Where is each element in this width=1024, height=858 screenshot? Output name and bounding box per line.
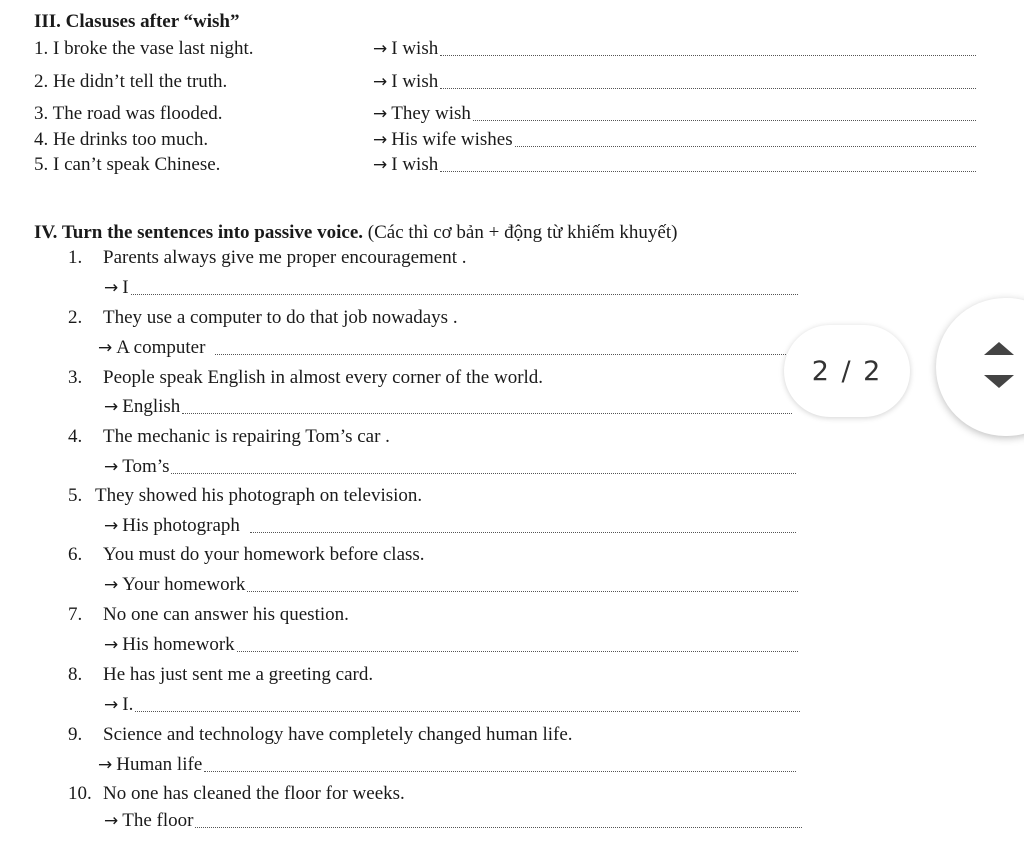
s4-item-5-question: [68, 485, 422, 507]
s3-item-text: I can’t speak Chinese.: [53, 154, 221, 175]
s4-item-number: 9.: [68, 724, 83, 745]
s3-item-text: He drinks too much.: [53, 129, 209, 150]
s3-item-1-question: [34, 38, 254, 60]
s3-item-number: 5.: [34, 154, 49, 175]
answer-blank[interactable]: [131, 294, 798, 295]
answer-start: The floor: [122, 810, 194, 831]
answer-blank[interactable]: [182, 413, 792, 414]
s4-item-3-answer[interactable]: [104, 396, 792, 418]
s4-item-number: 10.: [68, 783, 92, 804]
arrow-icon: →: [104, 278, 119, 298]
page-indicator: [784, 325, 910, 417]
s3-item-text: He didn’t tell the truth.: [53, 71, 228, 92]
s4-item-text: Parents always give me proper encouragement .: [103, 247, 467, 268]
section-4-title: [34, 222, 677, 244]
s3-item-3-question: [34, 103, 223, 125]
answer-start: I wish: [391, 154, 439, 175]
s4-item-number: 8.: [68, 664, 83, 685]
s3-item-text: I broke the vase last night.: [53, 38, 254, 59]
s3-item-number: 4.: [34, 129, 49, 150]
s3-item-number: 1.: [34, 38, 49, 59]
answer-blank[interactable]: [237, 651, 798, 652]
answer-start: English: [122, 396, 181, 417]
answer-start: I.: [122, 694, 134, 715]
answer-start: Human life: [116, 754, 203, 775]
answer-start: His photograph: [122, 515, 240, 536]
s3-item-3-answer[interactable]: [373, 103, 976, 125]
s4-item-text: They showed his photograph on television.: [95, 485, 423, 506]
arrow-icon: →: [104, 575, 119, 595]
s3-item-text: The road was flooded.: [52, 103, 223, 124]
arrow-icon: →: [373, 130, 388, 150]
s4-item-7-question: [68, 604, 349, 626]
s4-item-2-question: [68, 307, 458, 329]
answer-start: Your homework: [122, 574, 246, 595]
s4-item-7-answer[interactable]: [104, 634, 798, 656]
answer-blank[interactable]: [215, 354, 786, 355]
s4-item-text: The mechanic is repairing Tom’s car .: [103, 426, 390, 447]
s4-item-text: No one can answer his question.: [103, 604, 349, 625]
s4-item-9-question: [68, 724, 573, 746]
s4-item-2-answer[interactable]: [98, 337, 786, 359]
section-3-title-text: III. Clasuses after “wish”: [34, 11, 240, 32]
answer-start: His homework: [122, 634, 235, 655]
s4-item-number: 3.: [68, 367, 83, 388]
answer-start: I: [122, 277, 129, 298]
s3-item-2-question: [34, 71, 227, 93]
s4-item-6-answer[interactable]: [104, 574, 798, 596]
arrow-icon: →: [373, 104, 388, 124]
s4-item-text: He has just sent me a greeting card.: [103, 664, 374, 685]
s4-item-number: 4.: [68, 426, 83, 447]
section-4-title-note: (Các thì cơ bản + động từ khiếm khuyết): [367, 222, 678, 243]
s4-item-1-answer[interactable]: [104, 277, 798, 299]
answer-blank[interactable]: [171, 473, 796, 474]
s4-item-8-answer[interactable]: [104, 694, 800, 716]
answer-blank[interactable]: [247, 591, 798, 592]
s4-item-1-question: [68, 247, 467, 269]
s4-item-9-answer[interactable]: [98, 754, 796, 776]
s3-item-2-answer[interactable]: [373, 71, 976, 93]
arrow-icon: →: [373, 39, 388, 59]
s4-item-4-answer[interactable]: [104, 456, 796, 478]
s4-item-10-answer[interactable]: [104, 810, 802, 832]
arrow-icon: →: [98, 338, 113, 358]
answer-blank[interactable]: [250, 532, 796, 533]
arrow-icon: →: [98, 755, 113, 775]
s4-item-5-answer[interactable]: [104, 515, 796, 537]
arrow-icon: →: [104, 457, 119, 477]
s4-item-number: 1.: [68, 247, 83, 268]
section-4-title-text: IV. Turn the sentences into passive voice.: [34, 222, 364, 243]
s4-item-text: They use a computer to do that job nowadays .: [103, 307, 458, 328]
answer-blank[interactable]: [515, 146, 976, 147]
s4-item-text: Science and technology have completely changed human life.: [103, 724, 573, 745]
arrow-icon: →: [104, 516, 119, 536]
s4-item-10-question: [68, 783, 405, 805]
arrow-icon: →: [104, 811, 119, 831]
s4-item-8-question: [68, 664, 373, 686]
s4-item-number: 2.: [68, 307, 83, 328]
s4-item-text: People speak English in almost every corner of the world.: [103, 367, 544, 388]
arrow-icon: →: [104, 397, 119, 417]
s3-item-5-answer[interactable]: [373, 154, 976, 176]
s3-item-5-question: [34, 154, 220, 176]
s3-item-number: 2.: [34, 71, 49, 92]
s3-item-4-answer[interactable]: [373, 129, 976, 151]
answer-start: They wish: [391, 103, 471, 124]
answer-blank[interactable]: [473, 120, 976, 121]
arrow-icon: →: [373, 155, 388, 175]
answer-blank[interactable]: [440, 171, 976, 172]
section-3-title: [34, 11, 240, 33]
s3-item-number: 3.: [34, 103, 49, 124]
answer-start: I wish: [391, 71, 439, 92]
answer-start: Tom’s: [122, 456, 170, 477]
s3-item-4-question: [34, 129, 208, 151]
answer-blank[interactable]: [135, 711, 800, 712]
page-indicator-text: 2 / 2: [811, 355, 883, 387]
s3-item-1-answer[interactable]: [373, 38, 976, 60]
answer-start: A computer: [116, 337, 206, 358]
s4-item-4-question: [68, 426, 390, 448]
answer-blank[interactable]: [204, 771, 796, 772]
triangle-down-icon[interactable]: [984, 375, 1014, 388]
s4-item-text: No one has cleaned the floor for weeks.: [103, 783, 405, 804]
s4-item-6-question: [68, 544, 425, 566]
answer-blank[interactable]: [440, 55, 976, 56]
triangle-up-icon[interactable]: [984, 342, 1014, 355]
arrow-icon: →: [104, 635, 119, 655]
answer-blank[interactable]: [440, 88, 976, 89]
s4-item-text: You must do your homework before class.: [103, 544, 425, 565]
s4-item-number: 6.: [68, 544, 83, 565]
arrow-icon: →: [373, 72, 388, 92]
answer-start: His wife wishes: [391, 129, 513, 150]
s4-item-number: 5.: [68, 485, 83, 506]
s4-item-3-question: [68, 367, 543, 389]
answer-start: I wish: [391, 38, 439, 59]
s4-item-number: 7.: [68, 604, 83, 625]
answer-blank[interactable]: [195, 827, 802, 828]
arrow-icon: →: [104, 695, 119, 715]
